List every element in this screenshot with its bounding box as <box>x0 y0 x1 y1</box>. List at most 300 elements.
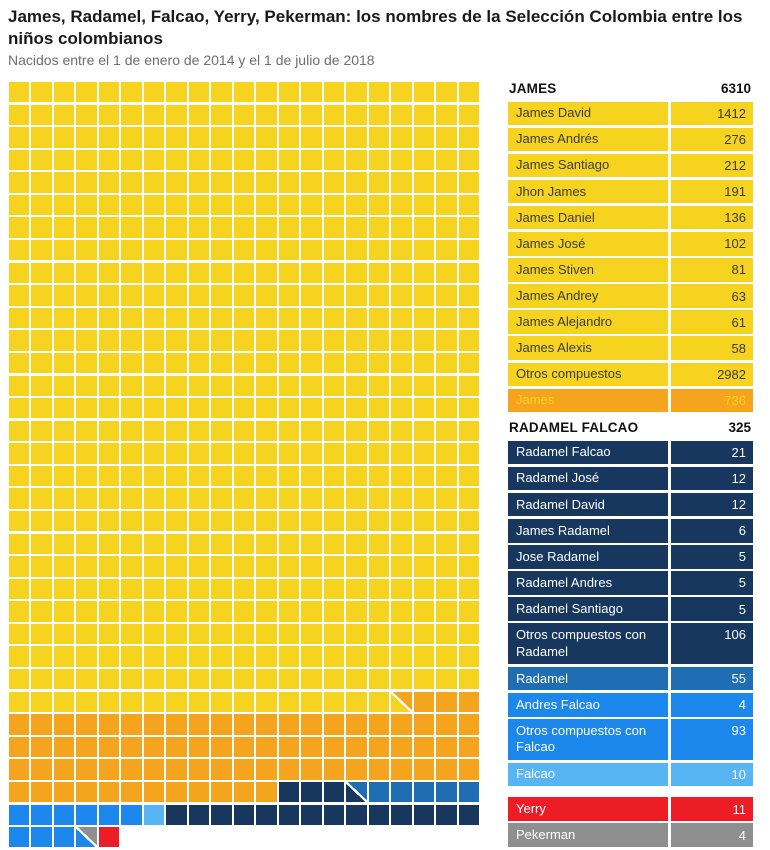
waffle-cell-james-compound <box>234 692 254 712</box>
waffle-cell-james-compound <box>99 488 119 508</box>
waffle-cell-james-compound <box>9 330 29 350</box>
waffle-cell-james-compound <box>9 534 29 554</box>
waffle-cell-james-compound <box>324 217 344 237</box>
waffle-cell-james-compound <box>436 127 456 147</box>
waffle-cell-james-compound <box>391 82 411 102</box>
waffle-cell-james-compound <box>121 263 141 283</box>
waffle-cell-james-compound <box>166 172 186 192</box>
waffle-cell-james-compound <box>436 646 456 666</box>
waffle-cell-james-compound <box>279 421 299 441</box>
waffle-cell-james-compound <box>144 511 164 531</box>
waffle-cell-james-compound <box>99 285 119 305</box>
waffle-cell-james-compound <box>54 556 74 576</box>
waffle-cell-james-compound <box>31 195 51 215</box>
waffle-cell-james-compound <box>391 150 411 170</box>
waffle-cell-james <box>99 714 119 734</box>
waffle-cell-james-compound <box>121 127 141 147</box>
waffle-cell-james-compound <box>459 443 479 463</box>
waffle-cell-james-compound <box>144 105 164 125</box>
waffle-cell-james-compound <box>346 263 366 283</box>
waffle-cell-james-compound <box>9 511 29 531</box>
waffle-cell-james-compound <box>324 150 344 170</box>
waffle-cell-james <box>301 737 321 757</box>
waffle-cell-james-compound <box>279 579 299 599</box>
waffle-cell-james-compound <box>369 105 389 125</box>
waffle-cell-james-compound <box>211 353 231 373</box>
waffle-cell-james <box>189 759 209 779</box>
waffle-cell-james-compound <box>166 624 186 644</box>
waffle-cell-james-compound <box>121 150 141 170</box>
waffle-cell-james <box>211 759 231 779</box>
waffle-cell-james-compound <box>256 534 276 554</box>
waffle-cell-yerry <box>99 827 119 847</box>
section-header <box>508 78 753 99</box>
waffle-cell-james-compound <box>459 285 479 305</box>
table-row <box>508 232 753 256</box>
table-row <box>508 719 753 760</box>
waffle-cell-james-compound <box>54 82 74 102</box>
waffle-cell-james-compound <box>369 308 389 328</box>
waffle-cell-james-compound <box>459 195 479 215</box>
row-value: 106 <box>671 623 753 664</box>
waffle-cell-james <box>121 737 141 757</box>
waffle-cell-james-compound <box>391 240 411 260</box>
waffle-cell-james-compound <box>256 601 276 621</box>
waffle-cell-james-compound <box>31 263 51 283</box>
waffle-cell-james-compound <box>369 240 389 260</box>
waffle-cell-transition-blue-gray <box>76 827 96 847</box>
waffle-cell-james-compound <box>76 646 96 666</box>
waffle-cell-james-compound <box>121 330 141 350</box>
waffle-cell-james-compound <box>189 624 209 644</box>
waffle-cell-james-compound <box>414 466 434 486</box>
waffle-cell-james-compound <box>391 263 411 283</box>
section-header-value: 325 <box>728 420 751 436</box>
waffle-cell-james-compound <box>54 646 74 666</box>
waffle-cell-james-compound <box>459 669 479 689</box>
waffle-cell-james-compound <box>279 217 299 237</box>
waffle-cell-james-compound <box>256 263 276 283</box>
waffle-cell-james-compound <box>54 601 74 621</box>
waffle-cell-james <box>31 714 51 734</box>
waffle-cell-james-compound <box>369 624 389 644</box>
table-row <box>508 597 753 621</box>
waffle-cell-james-compound <box>76 443 96 463</box>
waffle-cell-james-compound <box>346 217 366 237</box>
waffle-cell-james-compound <box>436 669 456 689</box>
waffle-cell-james-compound <box>99 646 119 666</box>
waffle-cell-james-compound <box>234 398 254 418</box>
waffle-cell-james-compound <box>234 376 254 396</box>
table-row <box>508 493 753 517</box>
waffle-cell-james-compound <box>121 646 141 666</box>
waffle-cell-james-compound <box>436 421 456 441</box>
waffle-cell-james-compound <box>54 376 74 396</box>
stats-panel <box>508 78 753 847</box>
waffle-cell-james <box>279 759 299 779</box>
row-value: 5 <box>671 545 753 569</box>
waffle-cell-james-compound <box>391 556 411 576</box>
waffle-cell-empty <box>346 827 366 847</box>
waffle-cell-james-compound <box>189 353 209 373</box>
waffle-cell-james <box>369 759 389 779</box>
waffle-cell-james-compound <box>324 692 344 712</box>
waffle-cell-james-compound <box>256 421 276 441</box>
waffle-cell-james-compound <box>256 240 276 260</box>
waffle-cell-james-compound <box>414 443 434 463</box>
waffle-cell-james <box>414 692 434 712</box>
waffle-cell-james-compound <box>301 376 321 396</box>
table-row <box>508 763 753 787</box>
waffle-cell-james-compound <box>144 195 164 215</box>
waffle-cell-james-compound <box>369 646 389 666</box>
table-row <box>508 623 753 664</box>
row-value: 5 <box>671 571 753 595</box>
waffle-cell-james-compound <box>144 488 164 508</box>
waffle-cell-james-compound <box>346 669 366 689</box>
waffle-cell-james-compound <box>369 195 389 215</box>
row-value: 81 <box>671 258 753 282</box>
waffle-cell-james-compound <box>234 534 254 554</box>
waffle-cell-james-compound <box>391 488 411 508</box>
waffle-cell-james-compound <box>324 466 344 486</box>
row-value: 12 <box>671 493 753 517</box>
page-title: James, Radamel, Falcao, Yerry, Pekerman: los nombres de la Selección Colombia entre los niños colombianos <box>8 7 743 48</box>
waffle-cell-james-compound <box>369 556 389 576</box>
waffle-cell-james-compound <box>121 443 141 463</box>
waffle-cell-james-compound <box>279 353 299 373</box>
waffle-cell-james <box>211 782 231 802</box>
waffle-cell-james <box>436 692 456 712</box>
waffle-cell-james-compound <box>9 217 29 237</box>
waffle-cell-james-compound <box>189 172 209 192</box>
waffle-cell-radamel-compound <box>459 805 479 825</box>
waffle-cell-empty <box>324 827 344 847</box>
waffle-cell-james-compound <box>166 669 186 689</box>
waffle-cell-james-compound <box>211 105 231 125</box>
table-row <box>508 258 753 282</box>
waffle-cell-james <box>256 714 276 734</box>
table-row <box>508 310 753 334</box>
waffle-cell-james <box>99 759 119 779</box>
waffle-cell-james-compound <box>459 579 479 599</box>
waffle-cell-james <box>459 759 479 779</box>
waffle-cell-james-compound <box>31 172 51 192</box>
waffle-cell-james <box>54 737 74 757</box>
waffle-cell-james-compound <box>301 488 321 508</box>
waffle-cell-james-compound <box>99 669 119 689</box>
waffle-cell-james-compound <box>166 421 186 441</box>
waffle-cell-james-compound <box>166 579 186 599</box>
waffle-cell-james <box>346 714 366 734</box>
waffle-cell-james-compound <box>391 308 411 328</box>
waffle-cell-james-compound <box>76 601 96 621</box>
waffle-cell-james-compound <box>459 421 479 441</box>
waffle-cell-radamel-compound <box>166 805 186 825</box>
waffle-cell-james-compound <box>99 443 119 463</box>
row-label: Yerry <box>508 797 668 821</box>
waffle-cell-james <box>459 714 479 734</box>
waffle-cell-james-compound <box>76 579 96 599</box>
waffle-cell-james-compound <box>31 150 51 170</box>
waffle-cell-james-compound <box>459 263 479 283</box>
waffle-cell-james-compound <box>234 443 254 463</box>
waffle-cell-radamel-compound <box>414 805 434 825</box>
waffle-cell-james-compound <box>31 443 51 463</box>
waffle-cell-james-compound <box>324 646 344 666</box>
waffle-cell-james-compound <box>166 488 186 508</box>
waffle-cell-james-compound <box>279 466 299 486</box>
waffle-cell-james-compound <box>436 330 456 350</box>
waffle-cell-james-compound <box>99 217 119 237</box>
waffle-cell-james-compound <box>121 579 141 599</box>
waffle-cell-james-compound <box>436 263 456 283</box>
waffle-cell-james-compound <box>189 511 209 531</box>
waffle-cell-james-compound <box>436 556 456 576</box>
waffle-cell-james <box>256 782 276 802</box>
waffle-cell-james-compound <box>76 511 96 531</box>
waffle-cell-james <box>391 737 411 757</box>
waffle-cell-james-compound <box>211 263 231 283</box>
waffle-cell-james-compound <box>369 601 389 621</box>
waffle-cell-james-compound <box>166 353 186 373</box>
waffle-cell-james-compound <box>121 82 141 102</box>
waffle-cell-james-compound <box>459 217 479 237</box>
waffle-cell-james-compound <box>279 534 299 554</box>
waffle-cell-james-compound <box>54 172 74 192</box>
waffle-cell-james-compound <box>391 217 411 237</box>
waffle-cell-james <box>99 782 119 802</box>
waffle-cell-james-compound <box>414 534 434 554</box>
waffle-cell-james-compound <box>301 646 321 666</box>
waffle-cell-james-compound <box>301 556 321 576</box>
waffle-cell-james-compound <box>391 172 411 192</box>
waffle-cell-james-compound <box>234 240 254 260</box>
waffle-cell-james-compound <box>301 263 321 283</box>
waffle-cell-james-compound <box>121 692 141 712</box>
waffle-cell-james-compound <box>391 330 411 350</box>
waffle-cell-empty <box>391 827 411 847</box>
waffle-cell-james-compound <box>391 669 411 689</box>
waffle-cell-james-compound <box>211 669 231 689</box>
waffle-cell-james-compound <box>99 82 119 102</box>
waffle-cell-radamel <box>436 782 456 802</box>
waffle-cell-james-compound <box>121 511 141 531</box>
waffle-cell-james-compound <box>256 376 276 396</box>
waffle-cell-james-compound <box>189 443 209 463</box>
waffle-cell-james-compound <box>301 285 321 305</box>
waffle-cell-james-compound <box>391 127 411 147</box>
waffle-cell-james-compound <box>256 285 276 305</box>
waffle-cell-james-compound <box>346 511 366 531</box>
row-label: Radamel José <box>508 467 668 491</box>
waffle-cell-james-compound <box>369 421 389 441</box>
waffle-cell-james-compound <box>54 692 74 712</box>
waffle-cell-james-compound <box>99 353 119 373</box>
waffle-cell-james-compound <box>54 466 74 486</box>
waffle-cell-james-compound <box>301 127 321 147</box>
waffle-cell-james-compound <box>301 601 321 621</box>
waffle-cell-james-compound <box>369 443 389 463</box>
waffle-cell-james-compound <box>301 534 321 554</box>
waffle-cell-james-compound <box>414 308 434 328</box>
waffle-cell-james-compound <box>99 376 119 396</box>
waffle-cell-james-compound <box>54 150 74 170</box>
waffle-cell-james-compound <box>234 579 254 599</box>
waffle-cell-james-compound <box>31 534 51 554</box>
waffle-cell-james-compound <box>324 240 344 260</box>
waffle-cell-empty <box>436 827 456 847</box>
waffle-cell-james-compound <box>211 624 231 644</box>
waffle-cell-james <box>414 714 434 734</box>
table-row <box>508 389 753 413</box>
waffle-cell-james <box>31 782 51 802</box>
waffle-cell-radamel-compound <box>234 805 254 825</box>
waffle-cell-james <box>76 737 96 757</box>
waffle-cell-empty <box>144 827 164 847</box>
waffle-cell-james-compound <box>9 601 29 621</box>
waffle-cell-james-compound <box>144 240 164 260</box>
waffle-cell-james <box>9 737 29 757</box>
waffle-cell-james-compound <box>166 285 186 305</box>
waffle-cell-james-compound <box>436 601 456 621</box>
table-row <box>508 797 753 821</box>
waffle-cell-james-compound <box>279 376 299 396</box>
waffle-cell-james-compound <box>346 421 366 441</box>
waffle-cell-falcao-compound <box>31 827 51 847</box>
waffle-cell-james-compound <box>459 556 479 576</box>
waffle-cell-james-compound <box>76 488 96 508</box>
waffle-cell-james-compound <box>391 601 411 621</box>
waffle-cell-james-compound <box>391 376 411 396</box>
waffle-cell-james-compound <box>346 556 366 576</box>
waffle-cell-james-compound <box>256 150 276 170</box>
waffle-cell-james-compound <box>144 330 164 350</box>
waffle-cell-empty <box>459 827 479 847</box>
waffle-cell-james-compound <box>121 105 141 125</box>
waffle-cell-james-compound <box>31 127 51 147</box>
waffle-cell-james-compound <box>234 624 254 644</box>
waffle-cell-empty <box>166 827 186 847</box>
waffle-cell-james-compound <box>166 330 186 350</box>
waffle-cell-james-compound <box>144 443 164 463</box>
waffle-cell-falcao-compound <box>9 805 29 825</box>
waffle-cell-james-compound <box>189 398 209 418</box>
waffle-cell-james-compound <box>121 195 141 215</box>
waffle-cell-james-compound <box>99 172 119 192</box>
row-value: 1412 <box>671 102 753 126</box>
waffle-cell-empty <box>256 827 276 847</box>
waffle-cell-james-compound <box>166 195 186 215</box>
waffle-cell-james-compound <box>391 398 411 418</box>
waffle-cell-james-compound <box>99 127 119 147</box>
waffle-cell-james-compound <box>144 692 164 712</box>
waffle-cell-james-compound <box>76 105 96 125</box>
section-header-label: RADAMEL FALCAO <box>509 420 639 436</box>
waffle-cell-james <box>391 714 411 734</box>
waffle-cell-james-compound <box>256 195 276 215</box>
waffle-cell-james-compound <box>31 669 51 689</box>
table-row <box>508 206 753 230</box>
waffle-cell-james-compound <box>9 172 29 192</box>
waffle-cell-james-compound <box>31 240 51 260</box>
waffle-cell-james-compound <box>76 263 96 283</box>
waffle-cell-james-compound <box>9 127 29 147</box>
waffle-cell-james <box>436 737 456 757</box>
waffle-cell-james-compound <box>121 172 141 192</box>
waffle-cell-james-compound <box>279 624 299 644</box>
waffle-cell-james-compound <box>166 217 186 237</box>
waffle-cell-james-compound <box>436 172 456 192</box>
waffle-cell-james-compound <box>414 556 434 576</box>
waffle-cell-james-compound <box>459 601 479 621</box>
waffle-cell-james-compound <box>436 488 456 508</box>
waffle-cell-james <box>234 782 254 802</box>
waffle-cell-james-compound <box>256 330 276 350</box>
waffle-cell-james <box>324 737 344 757</box>
waffle-cell-james-compound <box>189 150 209 170</box>
waffle-cell-james-compound <box>9 443 29 463</box>
waffle-cell-james-compound <box>391 534 411 554</box>
waffle-cell-james <box>76 714 96 734</box>
waffle-cell-james-compound <box>76 353 96 373</box>
waffle-cell-james-compound <box>189 330 209 350</box>
waffle-cell-james-compound <box>301 579 321 599</box>
waffle-cell-radamel <box>369 782 389 802</box>
waffle-cell-james-compound <box>369 376 389 396</box>
waffle-cell-james-compound <box>31 353 51 373</box>
waffle-cell-james-compound <box>301 398 321 418</box>
waffle-cell-james-compound <box>279 263 299 283</box>
waffle-cell-james-compound <box>211 150 231 170</box>
waffle-cell-james-compound <box>99 624 119 644</box>
waffle-cell-falcao-compound <box>121 805 141 825</box>
waffle-cell-james-compound <box>54 669 74 689</box>
waffle-cell-james <box>31 737 51 757</box>
waffle-cell-james-compound <box>76 398 96 418</box>
waffle-cell-james-compound <box>144 127 164 147</box>
waffle-cell-james-compound <box>414 263 434 283</box>
waffle-cell-james <box>324 759 344 779</box>
waffle-cell-james-compound <box>324 601 344 621</box>
waffle-cell-james-compound <box>324 376 344 396</box>
waffle-cell-james-compound <box>459 624 479 644</box>
waffle-cell-james-compound <box>189 601 209 621</box>
waffle-cell-james-compound <box>9 421 29 441</box>
row-label: Jhon James <box>508 180 668 204</box>
waffle-cell-james-compound <box>31 421 51 441</box>
waffle-cell-james <box>234 737 254 757</box>
waffle-cell-james-compound <box>324 195 344 215</box>
waffle-cell-james-compound <box>99 421 119 441</box>
waffle-cell-james-compound <box>234 263 254 283</box>
waffle-cell-james-compound <box>324 127 344 147</box>
waffle-cell-james-compound <box>189 534 209 554</box>
waffle-cell-james-compound <box>211 511 231 531</box>
waffle-cell-james-compound <box>279 150 299 170</box>
waffle-cell-james-compound <box>166 443 186 463</box>
waffle-cell-falcao-compound <box>54 827 74 847</box>
waffle-cell-james-compound <box>301 150 321 170</box>
waffle-cell-james <box>121 782 141 802</box>
waffle-cell-james-compound <box>346 692 366 712</box>
waffle-cell-james-compound <box>324 308 344 328</box>
waffle-cell-james <box>301 759 321 779</box>
waffle-cell-james <box>166 737 186 757</box>
waffle-cell-james-compound <box>9 308 29 328</box>
waffle-cell-james-compound <box>121 217 141 237</box>
waffle-cell-james-compound <box>369 127 389 147</box>
